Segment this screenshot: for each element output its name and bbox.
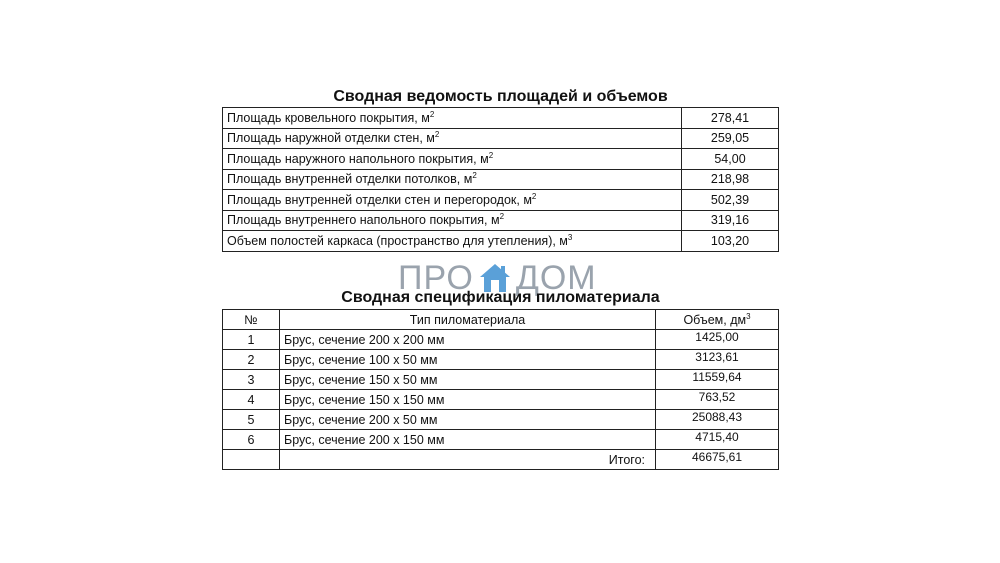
label-text: Объем полостей каркаса (пространство для утепления), м (227, 233, 568, 248)
unit-exponent: 2 (429, 109, 435, 119)
label-text: Площадь наружного напольного покрытия, м (227, 151, 489, 166)
lumber-spec-table (222, 309, 779, 470)
areas-table (222, 107, 779, 252)
table-row (223, 430, 779, 450)
table-row (223, 390, 779, 410)
table-row (223, 169, 779, 190)
row-type: Брус, сечение 200 х 200 мм (280, 330, 656, 350)
label-text: Площадь внутренней отделки потолков, м (227, 172, 473, 187)
logo-right-text: ДОМ (515, 258, 597, 297)
row-value: 259,05 (682, 128, 779, 149)
total-value: 46675,61 (656, 450, 779, 470)
row-value: 103,20 (682, 231, 779, 252)
spec-table-title: Сводная спецификация пиломатериала (341, 289, 660, 306)
row-num: 1 (223, 330, 280, 350)
row-label (223, 210, 682, 231)
total-label: Итого: (280, 450, 656, 470)
header-volume-text: Объем, дм (683, 312, 747, 327)
row-type: Брус, сечение 100 х 50 мм (280, 350, 656, 370)
row-volume: 763,52 (656, 390, 779, 410)
row-label (223, 169, 682, 190)
unit-exponent: 2 (499, 212, 505, 222)
row-volume: 4715,40 (656, 430, 779, 450)
row-label (223, 149, 682, 170)
label-text: Площадь кровельного покрытия, м (227, 110, 430, 125)
logo-left-text: ПРО (398, 258, 474, 297)
row-value: 54,00 (682, 149, 779, 170)
table-row (223, 231, 779, 252)
table-row (223, 350, 779, 370)
row-num: 4 (223, 390, 280, 410)
table-row (223, 370, 779, 390)
row-value: 278,41 (682, 108, 779, 129)
row-volume: 11559,64 (656, 370, 779, 390)
total-empty-cell (223, 450, 280, 470)
row-label (223, 190, 682, 211)
unit-exponent: 2 (434, 130, 440, 140)
label-text: Площадь внутренней отделки стен и перегородок, м (227, 192, 532, 207)
row-label (223, 108, 682, 129)
table-row (223, 330, 779, 350)
row-value: 218,98 (682, 169, 779, 190)
table-header-row (223, 310, 779, 330)
row-num: 3 (223, 370, 280, 390)
header-volume (656, 310, 779, 330)
row-type: Брус, сечение 200 х 150 мм (280, 430, 656, 450)
row-num: 2 (223, 350, 280, 370)
row-num: 5 (223, 410, 280, 430)
label-text: Площадь наружной отделки стен, м (227, 131, 435, 146)
table-row (223, 108, 779, 129)
row-num: 6 (223, 430, 280, 450)
row-volume: 3123,61 (656, 350, 779, 370)
table-row (223, 210, 779, 231)
table-row (223, 149, 779, 170)
row-value: 502,39 (682, 190, 779, 211)
label-text: Площадь внутреннего напольного покрытия, м (227, 213, 500, 228)
row-volume: 1425,00 (656, 330, 779, 350)
row-volume: 25088,43 (656, 410, 779, 430)
unit-exponent: 2 (488, 150, 494, 160)
header-num: № (223, 310, 280, 330)
row-label (223, 231, 682, 252)
table-row (223, 190, 779, 211)
unit-exponent: 2 (472, 171, 477, 181)
row-value: 319,16 (682, 210, 779, 231)
row-type: Брус, сечение 150 х 50 мм (280, 370, 656, 390)
row-label (223, 128, 682, 149)
table-row (223, 410, 779, 430)
unit-exponent: 3 (567, 232, 573, 242)
row-type: Брус, сечение 150 х 150 мм (280, 390, 656, 410)
unit-exponent: 2 (531, 191, 537, 201)
row-type: Брус, сечение 200 х 50 мм (280, 410, 656, 430)
header-type: Тип пиломатериала (280, 310, 656, 330)
table-row (223, 128, 779, 149)
total-row (223, 450, 779, 470)
unit-exponent: 3 (746, 311, 751, 321)
areas-table-title: Сводная ведомость площадей и объемов (333, 88, 668, 105)
